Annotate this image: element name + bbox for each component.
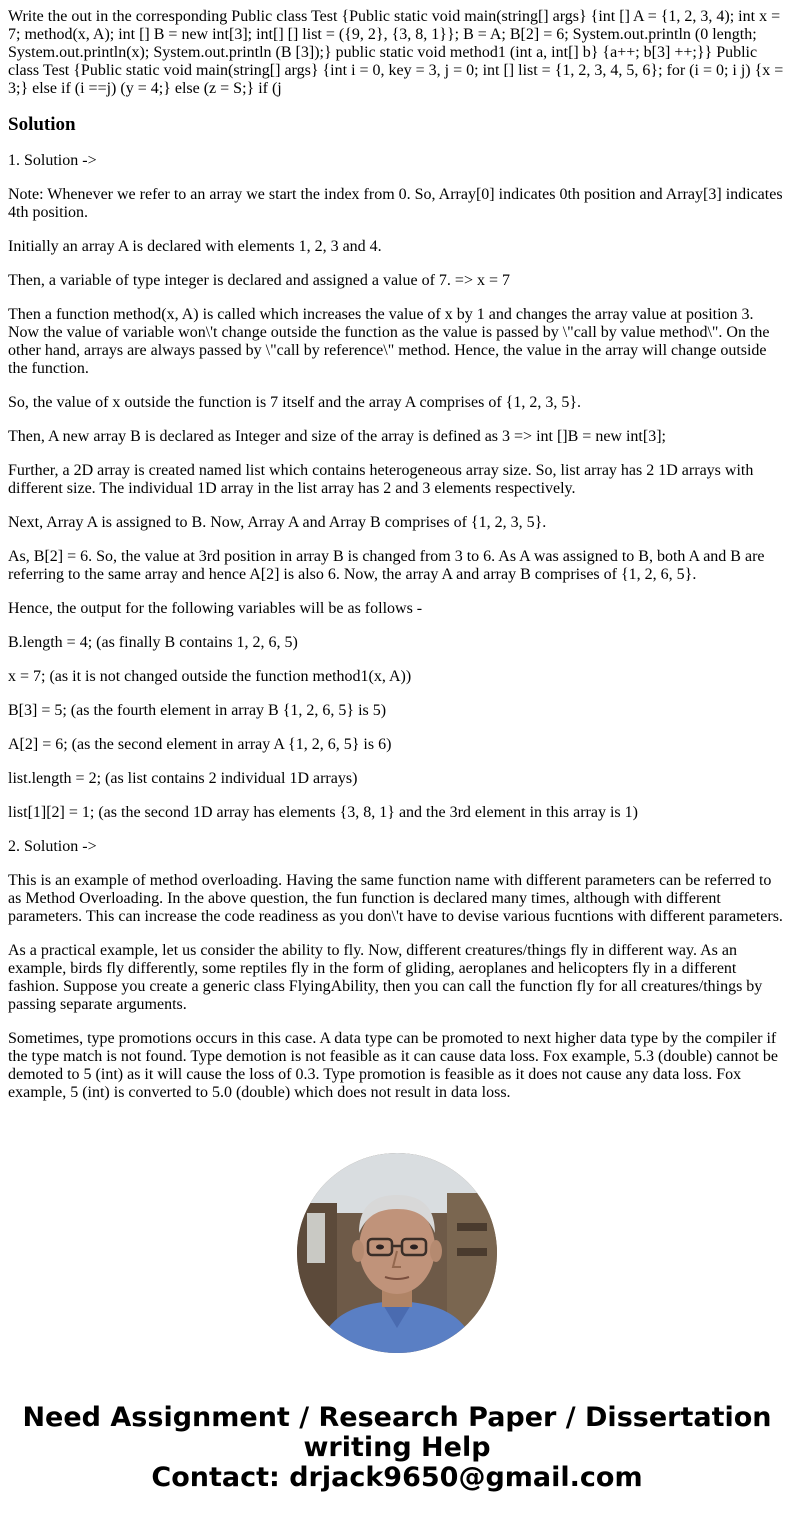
paragraph-method-call: Then a function method(x, A) is called which increases the value of x by 1 and changes the array value at position 3. Now the value of variable won\'t change outside the function as the value is passed by \"call by value method\". On the other hand, arrays are always passed by \"call by reference\" method. Hence, the value in the array will change outside the function. (8, 306, 770, 377)
paragraph-solution-2-label: 2. Solution -> (8, 838, 97, 855)
answer-document (8, 8, 786, 1118)
paragraph-2d-list: Further, a 2D array is created named list which contains heterogeneous array size. So, list array has 2 1D arrays with different size. The individual 1D array in the list array has 2 and 3 elements respectively. (8, 462, 754, 497)
author-photo (297, 1153, 497, 1353)
paragraph-solution-1-label: 1. Solution -> (8, 152, 97, 169)
promo-line-2: writing Help (303, 1432, 491, 1463)
paragraph-x-output: x = 7; (as it is not changed outside the function method1(x, A)) (8, 668, 412, 685)
paragraph-note-index: Note: Whenever we refer to an array we start the index from 0. So, Array[0] indicates 0th position and Array[3] indicates 4th position. (8, 186, 783, 221)
paragraph-list-length: list.length = 2; (as list contains 2 individual 1D arrays) (8, 770, 358, 787)
paragraph-type-promotion: Sometimes, type promotions occurs in this case. A data type can be promoted to next higher data type by the compiler if the type match is not found. Type demotion is not feasible as it can cause data loss. Fox example, 5.3 (double) cannot be demoted to 5 (int) as it will cause the loss of 0.3. Type promotion is feasible as it does not cause any data loss. Fox example, 5 (int) is converted to 5.0 (double) which does not result in data loss. (8, 1030, 778, 1101)
paragraph-list-1-2: list[1][2] = 1; (as the second 1D array has elements {3, 8, 1} and the 3rd element in this array is 1) (8, 804, 638, 821)
question-text: Write the out in the corresponding Public class Test {Public static void main(string[] args} {int [] A = {1, 2, 3, 4); int x = 7; method(x, A); int [] B = new int[3]; int[] [] list = ({9, 2}, {3, 8, 1}}; B = A; B[2] = 6; System.out.println (0 length; System.out.println(x); System.out.println (B [3]);} public static void method1 (int a, int[] b} {a++; b[3] ++;}} Public class Test {Public static void main(string[] args} {int i = 0, key = 3, j = 0; int [] list = {1, 2, 3, 4, 5, 6}; for (i = 0; i j) {x = 3;} else if (i ==j) (y = 4;} else (z = S;} if (j (8, 8, 784, 97)
paragraph-method-overloading: This is an example of method overloading. Having the same function name with different parameters can be referred to as Method Overloading. In the above question, the fun function is declared many times, although with different parameters. This can increase the code readiness as you don\'t have to devise various fucntions with different parameters. (8, 872, 783, 925)
paragraph-variable-x: Then, a variable of type integer is declared and assigned a value of 7. => x = 7 (8, 272, 510, 289)
paragraph-array-b: Then, A new array B is declared as Integer and size of the array is defined as 3 => int []B = new int[3]; (8, 428, 666, 445)
paragraph-b2-equals-6: As, B[2] = 6. So, the value at 3rd position in array B is changed from 3 to 6. As A was assigned to B, both A and B are referring to the same array and hence A[2] is also 6. Now, the array A and array B comprises of {1, 2, 6, 5}. (8, 548, 765, 583)
paragraph-fly-example: As a practical example, let us consider the ability to fly. Now, different creatures/things fly in different way. As an example, birds fly differently, some reptiles fly in the form of gliding, aeroplanes and helicopters fly in a different fashion. Suppose you create a generic class FlyingAbility, then you can call the function fly for all creatures/things by passing separate arguments. (8, 942, 763, 1013)
promo-banner (0, 1403, 794, 1493)
promo-line-1: Need Assignment / Research Paper / Dissertation (22, 1402, 772, 1433)
solution-heading: Solution (8, 114, 76, 135)
paragraph-x-value: So, the value of x outside the function is 7 itself and the array A comprises of {1, 2, 3, 5}. (8, 394, 582, 411)
paragraph-b3-output: B[3] = 5; (as the fourth element in array B {1, 2, 6, 5} is 5) (8, 702, 387, 719)
paragraph-output-intro: Hence, the output for the following variables will be as follows - (8, 600, 423, 617)
paragraph-assign-a-to-b: Next, Array A is assigned to B. Now, Array A and Array B comprises of {1, 2, 3, 5}. (8, 514, 547, 531)
paragraph-a2-output: A[2] = 6; (as the second element in array A {1, 2, 6, 5} is 6) (8, 736, 392, 753)
paragraph-b-length: B.length = 4; (as finally B contains 1, 2, 6, 5) (8, 634, 298, 651)
promo-contact: Contact: drjack9650@gmail.com (151, 1462, 643, 1493)
paragraph-array-a-declared: Initially an array A is declared with elements 1, 2, 3 and 4. (8, 238, 382, 255)
